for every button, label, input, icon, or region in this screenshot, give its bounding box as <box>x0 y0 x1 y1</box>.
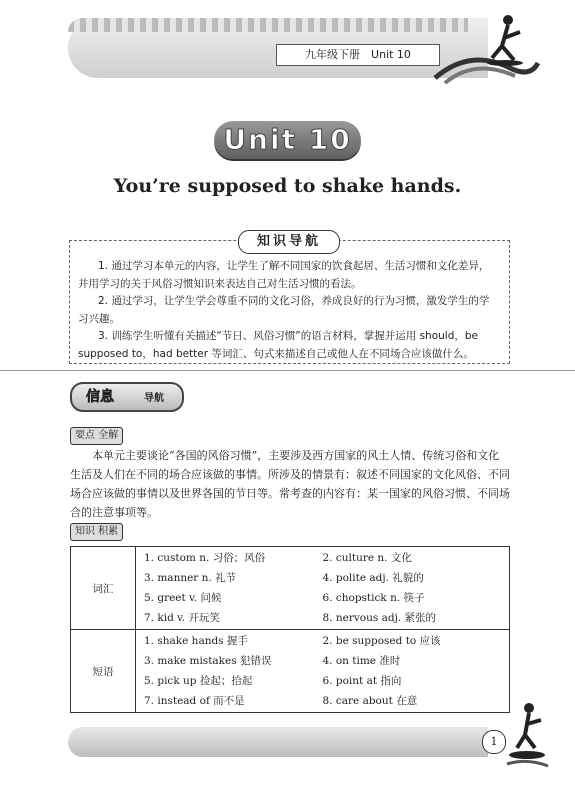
phrase-item: 1. shake hands 握手 <box>144 635 248 647</box>
analysis-badge: 要点 全解 <box>70 427 123 445</box>
vocab-item: 3. manner n. 礼节 <box>144 572 237 584</box>
analysis-text: 本单元主要谈论“各国的风俗习惯”，主要涉及西方国家的风土人情、传统习俗和文化生活及人们在不同的场合应该做的事情。所涉及的情景有：叙述不同国家的文化风俗、不同场合应该做的事情以及世界各国的节日等。常考查的内容有：某一国家的风俗习惯、不同场合的注意事项等。 <box>70 449 510 519</box>
vocab-item: 1. custom n. 习俗；风俗 <box>144 552 266 564</box>
vocab-item: 6. chopstick n. 筷子 <box>322 592 425 604</box>
knowledge-point-2: 2. 通过学习，让学生学会尊重不同的文化习俗，养成良好的行为习惯，激发学生的学习兴趣。 <box>78 295 490 325</box>
vocab-row <box>71 547 510 630</box>
page-number: 1 <box>482 730 506 754</box>
divider <box>0 370 575 371</box>
info-badge-main: 信息 <box>86 389 114 405</box>
header-stripe <box>68 18 468 32</box>
phrase-item: 8. care about 在意 <box>322 695 418 707</box>
vocab-item: 2. culture n. 文化 <box>322 552 412 564</box>
phrase-list <box>144 633 501 709</box>
phrase-item: 5. pick up 捡起；拾起 <box>144 675 253 687</box>
vocab-item: 7. kid v. 开玩笑 <box>144 612 220 624</box>
footer-band <box>68 727 488 757</box>
phrase-row <box>71 630 510 713</box>
phrase-item: 7. instead of 而不是 <box>144 695 245 707</box>
knowledge-point-1: 1. 通过学习本单元的内容，让学生了解不同国家的饮食起居、生活习惯和文化差异，并用学习的关于风俗习惯知识来表达自己对生活习惯的看法。 <box>78 260 490 290</box>
vocab-item: 4. polite adj. 礼貌的 <box>322 572 424 584</box>
phrase-item: 2. be supposed to 应该 <box>322 635 441 647</box>
knowledge-badge: 知识导航 <box>238 230 340 254</box>
header-label: 九年级下册 Unit 10 <box>276 44 440 66</box>
unit-subtitle: You’re supposed to shake hands. <box>113 175 462 197</box>
phrase-label: 短语 <box>71 630 136 713</box>
phrase-item: 6. point at 指向 <box>322 675 402 687</box>
unit-title: Unit 10 <box>223 123 352 156</box>
surfer-swirl-icon <box>430 8 540 88</box>
vocab-label: 词汇 <box>71 547 136 630</box>
phrase-item: 3. make mistakes 犯错误 <box>144 655 272 667</box>
info-badge-sub: 导航 <box>144 393 164 404</box>
vocab-item: 8. nervous adj. 紧张的 <box>322 612 437 624</box>
vocab-list <box>144 550 501 626</box>
knowledge-accumulate-badge: 知识 积累 <box>70 523 123 541</box>
vocab-item: 5. greet v. 问候 <box>144 592 222 604</box>
knowledge-point-3: 3. 训练学生听懂有关描述“节日、风俗习惯”的语言材料，掌握并运用 should，be supposed to，had better 等词汇、句式来描述自己或他人在不同场合应该做什么。 <box>78 330 478 360</box>
vocab-table <box>70 546 510 713</box>
surfer-icon <box>505 700 550 770</box>
phrase-item: 4. on time 准时 <box>322 655 401 667</box>
